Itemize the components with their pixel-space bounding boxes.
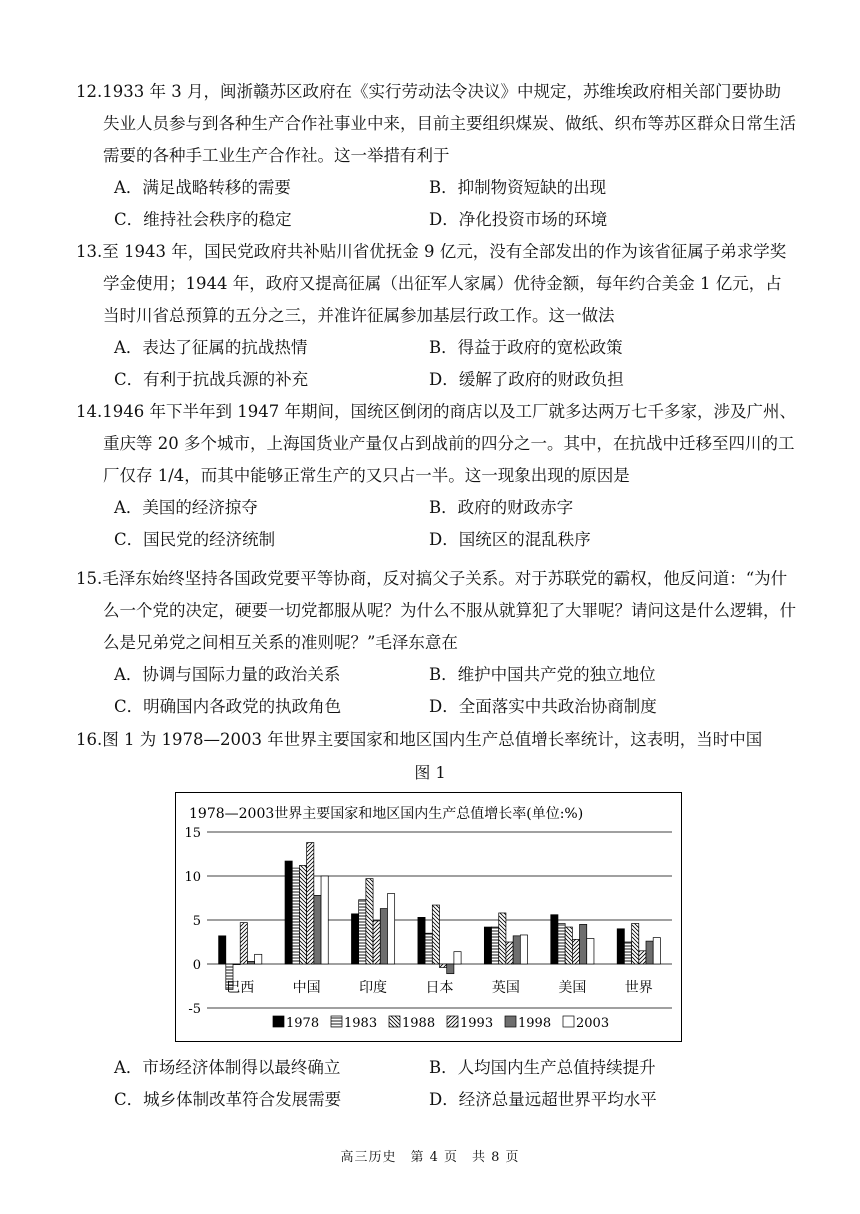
legend-label: 1988 (402, 1016, 436, 1031)
legend-label: 2003 (576, 1016, 610, 1031)
bar (314, 895, 321, 964)
question-16-options (76, 1052, 796, 1116)
options (76, 659, 796, 723)
question-stem: 12.1933 年 3 月，闽浙赣苏区政府在《实行劳动法令决议》中规定，苏维埃政府相关部门要协助失业人员参与到各种生产合作社事业中来，目前主要组织煤炭、做纸、织布等苏区群众日常生活需要的各种手工业生产合作社。这一举措有利于 (76, 82, 796, 165)
bar (551, 915, 558, 964)
bar (492, 927, 499, 964)
y-tick-label: 15 (184, 826, 201, 841)
option-d[interactable]: D．净化投资市场的环境 (429, 210, 608, 229)
bar (565, 927, 572, 964)
question-number: 13. (76, 242, 103, 261)
bar (321, 876, 328, 964)
legend-label: 1998 (518, 1016, 552, 1031)
bar (432, 905, 439, 964)
bar (366, 879, 373, 964)
category-label: 英国 (491, 980, 520, 996)
bar (499, 913, 506, 964)
legend-label: 1978 (286, 1016, 320, 1031)
bar (639, 951, 646, 964)
option-a[interactable]: A．满足战略转移的需要 (114, 178, 291, 197)
question-16 (76, 724, 796, 756)
bar (380, 909, 387, 964)
option-d[interactable]: D．经济总量远超世界平均水平 (429, 1090, 657, 1109)
chart-frame (176, 793, 682, 1042)
y-tick-label: 0 (192, 958, 201, 973)
bar (632, 924, 639, 964)
category-label: 中国 (292, 980, 321, 996)
y-tick-label: 5 (192, 914, 201, 929)
bar (513, 936, 520, 964)
question-14 (76, 396, 796, 556)
question-number: 12. (76, 82, 103, 101)
options (76, 172, 796, 236)
bar (580, 924, 587, 964)
option-d[interactable]: D．全面落实中共政治协商制度 (429, 697, 657, 716)
bar (447, 964, 454, 974)
bar (299, 865, 306, 964)
option-a[interactable]: A．美国的经济掠夺 (114, 498, 258, 517)
bar (520, 935, 527, 964)
option-a[interactable]: A．协调与国际力量的政治关系 (114, 665, 341, 684)
bar (454, 952, 461, 964)
y-tick-label: -5 (188, 1002, 201, 1017)
option-a[interactable]: A．市场经济体制得以最终确立 (114, 1058, 341, 1077)
question-number: 14. (76, 402, 103, 421)
chart-svg (175, 792, 682, 1042)
option-b[interactable]: B．抑制物资短缺的出现 (429, 178, 607, 197)
bar (506, 942, 513, 964)
legend-swatch (273, 1016, 284, 1027)
option-b[interactable]: B．得益于政府的宽松政策 (429, 338, 623, 357)
bar (219, 936, 226, 964)
question-stem: 14.1946 年下半年到 1947 年期间，国统区倒闭的商店以及工厂就多达两万七千多家，涉及广州、重庆等 20 多个城市，上海国货业产量仅占到战前的四分之一。其中，在抗战中迁移至四川的工厂仅存 1/4，而其中能够正常生产的又只占一半。这一现象出现的原因是 (76, 402, 796, 485)
option-b[interactable]: B．维护中国共产党的独立地位 (429, 665, 656, 684)
bar (653, 938, 660, 964)
legend-swatch (505, 1016, 516, 1027)
question-stem: 13.至 1943 年，国民党政府共补贴川省优抚金 9 亿元，没有全部发出的作为该省征属子弟求学奖学金使用；1944 年，政府又提高征属（出征军人家属）优待金额，每年约合美金 1 亿元，占当时川省总预算的五分之三，并准许征属参加基层行政工作。这一做法 (76, 242, 787, 325)
category-label: 世界 (624, 980, 653, 996)
bar (359, 900, 366, 964)
option-c[interactable]: C．城乡体制改革符合发展需要 (114, 1090, 342, 1109)
legend-swatch (447, 1016, 458, 1027)
bar (440, 964, 447, 968)
options (76, 1052, 796, 1116)
option-c[interactable]: C．明确国内各政党的执政角色 (114, 697, 342, 716)
option-b[interactable]: B．人均国内生产总值持续提升 (429, 1058, 656, 1077)
option-d[interactable]: D．国统区的混乱秩序 (429, 530, 591, 549)
question-number: 15. (76, 569, 103, 588)
bar (425, 933, 432, 964)
category-label: 日本 (425, 980, 454, 996)
option-c[interactable]: C．有利于抗战兵源的补充 (114, 370, 309, 389)
bar (646, 941, 653, 964)
bar (624, 942, 631, 964)
bar (558, 924, 565, 964)
question-15 (76, 563, 796, 723)
option-a[interactable]: A．表达了征属的抗战热情 (114, 338, 308, 357)
option-d[interactable]: D．缓解了政府的财政负担 (429, 370, 624, 389)
bar (292, 868, 299, 964)
bar (307, 843, 314, 964)
bar (233, 964, 240, 965)
question-13 (76, 236, 796, 396)
category-label: 巴西 (226, 980, 255, 996)
question-stem: 16.图 1 为 1978—2003 年世界主要国家和地区国内生产总值增长率统计，这表明，当时中国 (76, 730, 763, 749)
legend-swatch (563, 1016, 574, 1027)
bar (617, 929, 624, 964)
legend-swatch (389, 1016, 400, 1027)
gdp-growth-chart (175, 792, 682, 1042)
legend-label: 1983 (344, 1016, 378, 1031)
chart-title: 1978—2003世界主要国家和地区国内生产总值增长率(单位:%) (189, 806, 584, 822)
bar (351, 914, 358, 964)
bar (572, 939, 579, 964)
figure-label: 图 1 (414, 763, 446, 782)
bar (484, 927, 491, 964)
option-c[interactable]: C．维持社会秩序的稳定 (114, 210, 292, 229)
bar (240, 923, 247, 964)
legend-swatch (331, 1016, 342, 1027)
bar (247, 961, 254, 964)
options (76, 332, 796, 396)
legend-label: 1993 (460, 1016, 494, 1031)
bar (255, 954, 262, 964)
question-stem: 15.毛泽东始终坚持各国政党要平等协商，反对搞父子关系。对于苏联党的霸权，他反问道：“为什么一个党的决定，硬要一切党都服从呢？为什么不服从就算犯了大罪呢？请问这是什么逻辑，什么是兄弟党之间相互关系的准则呢？”毛泽东意在 (76, 569, 796, 652)
options (76, 492, 796, 556)
bar (418, 917, 425, 964)
bar (373, 921, 380, 964)
category-label: 印度 (359, 980, 388, 996)
page-footer: 高三历史 第 4 页 共 8 页 (340, 1150, 520, 1165)
y-tick-label: 10 (184, 870, 201, 885)
question-number: 16. (76, 730, 103, 749)
question-12 (76, 76, 796, 236)
option-b[interactable]: B．政府的财政赤字 (429, 498, 574, 517)
bar (587, 938, 594, 964)
category-label: 美国 (558, 980, 587, 996)
option-c[interactable]: C．国民党的经济统制 (114, 530, 276, 549)
bar (387, 894, 394, 964)
bar (285, 861, 292, 964)
